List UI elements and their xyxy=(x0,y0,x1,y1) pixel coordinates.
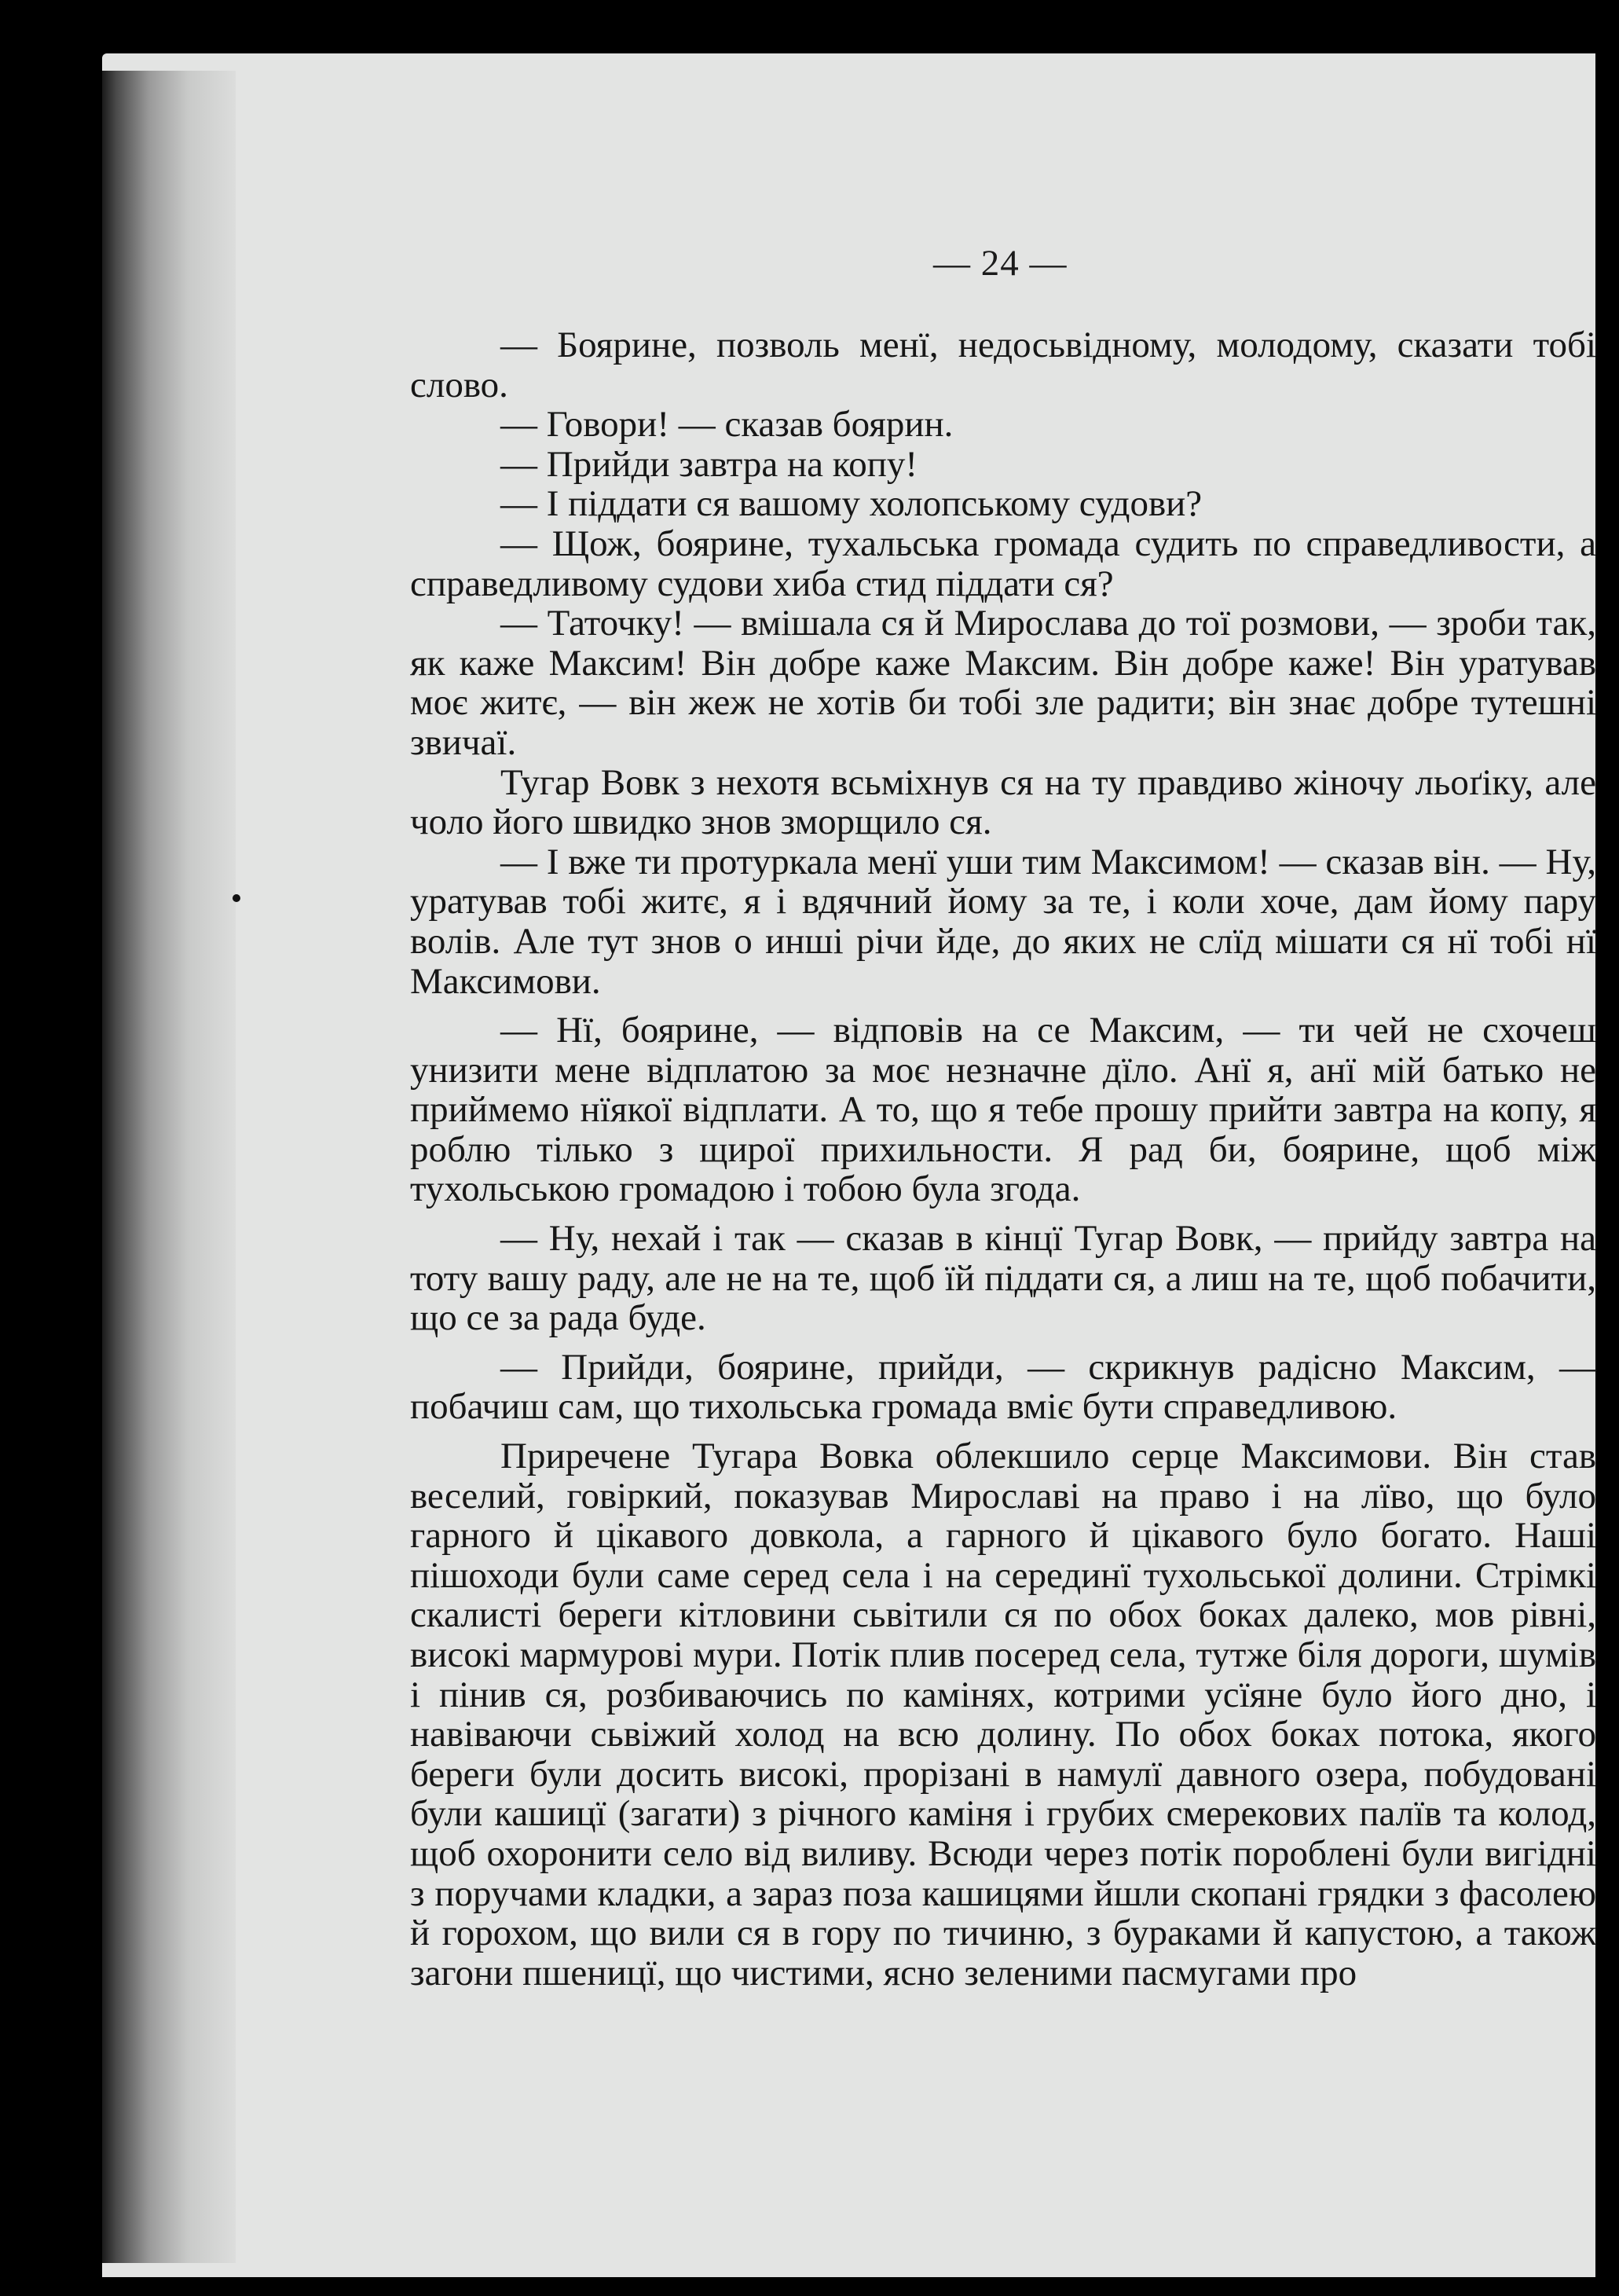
scan-border xyxy=(1595,0,1619,2296)
body-text xyxy=(410,325,1596,1993)
paragraph: — Говори! — сказав боярин. xyxy=(500,404,954,446)
paragraph: — Таточку! — вмішала ся й Мирослава до тої розмови, — зроби так, як каже Максим! Він добре каже Максим. Він добре каже! Він уратував моє житє, — він жеж не хотів би тобі зле радити; він знає добре тутешні звичаї. xyxy=(410,603,1596,763)
paragraph: — Боярине, позволь менї, недосьвідному, молодому, сказати тобі слово. xyxy=(410,325,1596,405)
margin-dot xyxy=(233,894,240,902)
paragraph: Приречене Тугара Вовка облекшило серце Максимови. Він став веселий, говіркий, показував Мирославі на право і на лїво, що було гарного й цікавого довкола, а гарного й цікавого було богато. Наші пішоходи були саме серед села і на серединї тухольської долини. Стрімкі скалисті береги кітловини сьвітили ся по обох боках далеко, мов рівні, високі мармурові мури. Потік плив посеред села, тутже біля дороги, шумів і пінив ся, розбиваючись по камінях, котрими усїяне було його дно, і навіваючи сьвіжий холод на всю долину. По обох боках потока, якого береги були досить високі, прорізані в намулї давного озера, побудовані були кашицї (загати) з річного каміня і грубих смерекових палїв та колод, щоб охоронити село від виливу. Всюди через потік пороблені були вигідні з поручами кладки, а зараз поза кашицями йшли скопані грядки з фасолею й горохом, що вили ся в гору по тичиню, з бураками й капустою, а також загони пшеницї, що чистими, ясно зеленими пасмугами про xyxy=(410,1436,1596,1993)
page-binding-edge xyxy=(102,71,236,2263)
paragraph: — Нї, боярине, — відповів на се Максим, — ти чей не схочеш унизити мене відплатою за моє незначне дїло. Анї я, анї мій батько не приймемо нїякої відплати. А то, що я тебе прошу прийти завтра на копу, я роблю тілько з щирої прихильности. Я рад би, боярине, щоб між тухольською громадою і тобою була згода. xyxy=(410,1010,1596,1210)
paragraph: — Прийди завтра на копу! xyxy=(500,443,918,485)
paragraph: — Ну, нехай і так — сказав в кінцї Тугар Вовк, — прийду завтра на тоту вашу раду, але не на те, щоб їй піддати ся, а лиш на те, щоб побачити, що се за рада буде. xyxy=(410,1218,1596,1339)
paragraph: — Щож, боярине, тухальська громада судить по справедливости, а справедливому судови хиба стид піддати ся? xyxy=(410,523,1596,604)
paragraph: Тугар Вовк з нехотя всьміхнув ся на ту правдиво жіночу льоґіку, але чоло його швидко знов зморщило ся. xyxy=(410,761,1596,843)
paragraph: — І вже ти протуркала менї уши тим Максимом! — сказав він. — Ну, уратував тобі житє, я і вдячний йому за те, і коли хоче, дам йому пару волів. Але тут знов о инші річи йде, до яких не слїд мішати ся нї тобі нї Максимови. xyxy=(410,841,1596,1002)
page-number: — 24 — xyxy=(933,243,1068,284)
paragraph: — Прийди, боярине, прийди, — скрикнув радісно Максим, — побачиш сам, що тихольська громада вміє бути справедливою. xyxy=(410,1346,1596,1428)
paragraph: — І піддати ся вашому холопському судови? xyxy=(500,483,1203,525)
